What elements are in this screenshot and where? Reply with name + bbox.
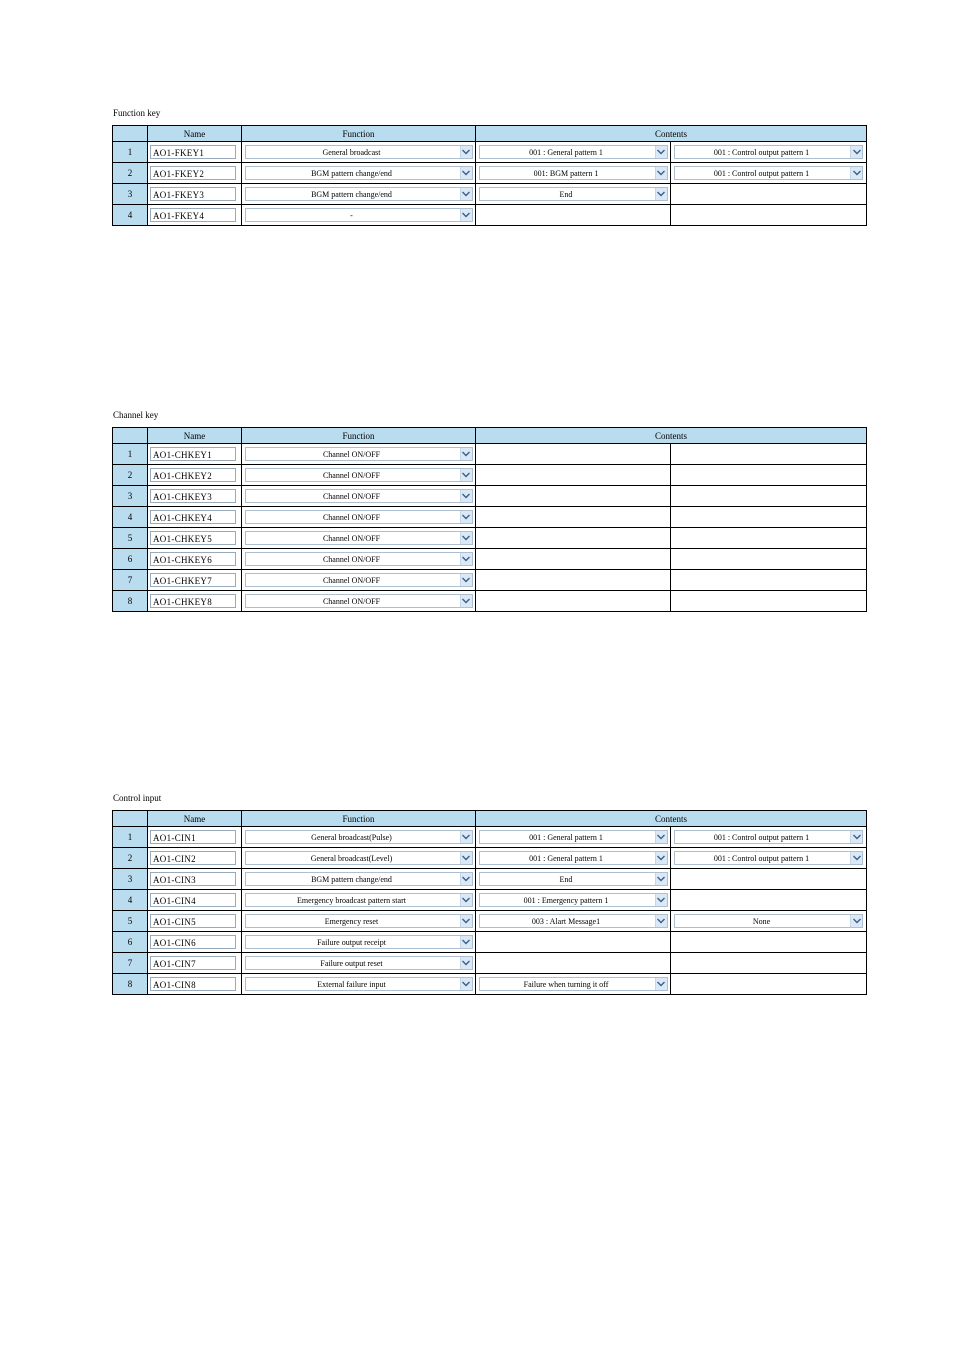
contents-select-1[interactable] bbox=[479, 977, 668, 991]
contents-select-2-value: 001 : Control output pattern 1 bbox=[713, 833, 810, 842]
function-select-value: Emergency reset bbox=[324, 917, 379, 926]
chevron-down-icon[interactable] bbox=[655, 188, 667, 200]
function-cell bbox=[242, 591, 476, 612]
contents-select-1-value: Failure when turning it off bbox=[523, 980, 609, 989]
contents-cell-1 bbox=[476, 827, 671, 848]
chevron-down-icon[interactable] bbox=[655, 894, 667, 906]
function-select-value: Failure output reset bbox=[320, 959, 383, 968]
chevron-down-icon[interactable] bbox=[850, 167, 862, 179]
contents-select-1-value: 001 : General pattern 1 bbox=[529, 833, 603, 842]
table-row bbox=[113, 549, 867, 570]
contents-select-2-value: 001 : Control output pattern 1 bbox=[713, 148, 810, 157]
contents-select-1[interactable] bbox=[479, 851, 668, 865]
chevron-down-icon[interactable] bbox=[850, 146, 862, 158]
name-field[interactable]: AO1-FKEY1 bbox=[150, 145, 236, 159]
name-cell bbox=[148, 507, 242, 528]
function-select[interactable] bbox=[245, 872, 473, 886]
name-cell bbox=[148, 869, 242, 890]
contents-select-1-value: 001: BGM pattern 1 bbox=[533, 169, 599, 178]
function-cell bbox=[242, 932, 476, 953]
contents-select-2[interactable] bbox=[674, 145, 863, 159]
function-select-value: External failure input bbox=[317, 980, 386, 989]
name-cell bbox=[148, 848, 242, 869]
header-num bbox=[113, 126, 148, 142]
function-cell bbox=[242, 142, 476, 163]
contents-cell-2 bbox=[671, 869, 867, 890]
function-select-value: Channel ON/OFF bbox=[322, 576, 381, 585]
chevron-down-icon[interactable] bbox=[460, 873, 472, 885]
function-select[interactable] bbox=[245, 510, 473, 524]
name-field[interactable]: AO1-CIN6 bbox=[150, 935, 236, 949]
contents-select-1[interactable] bbox=[479, 914, 668, 928]
chevron-down-icon[interactable] bbox=[850, 831, 862, 843]
header-name: Name bbox=[148, 428, 242, 444]
function-select[interactable] bbox=[245, 468, 473, 482]
function-cell bbox=[242, 549, 476, 570]
function-cell bbox=[242, 205, 476, 226]
chevron-down-icon[interactable] bbox=[460, 915, 472, 927]
contents-cell-1 bbox=[476, 528, 671, 549]
function-select-value: General broadcast(Level) bbox=[310, 854, 393, 863]
name-cell bbox=[148, 974, 242, 995]
function-select[interactable] bbox=[245, 594, 473, 608]
table-row bbox=[113, 570, 867, 591]
contents-cell-2 bbox=[671, 465, 867, 486]
contents-cell-2 bbox=[671, 184, 867, 205]
function-select[interactable] bbox=[245, 573, 473, 587]
function-select-value: Channel ON/OFF bbox=[322, 555, 381, 564]
contents-cell-1 bbox=[476, 848, 671, 869]
function-cell bbox=[242, 184, 476, 205]
table-row bbox=[113, 911, 867, 932]
contents-select-1-value: End bbox=[559, 875, 573, 884]
contents-cell-1 bbox=[476, 444, 671, 465]
chevron-down-icon[interactable] bbox=[460, 209, 472, 221]
contents-cell-1 bbox=[476, 486, 671, 507]
contents-cell-1 bbox=[476, 549, 671, 570]
function-select[interactable] bbox=[245, 208, 473, 222]
chevron-down-icon[interactable] bbox=[460, 852, 472, 864]
header-function: Function bbox=[242, 811, 476, 827]
table-row bbox=[113, 184, 867, 205]
function-select[interactable] bbox=[245, 851, 473, 865]
contents-cell-1 bbox=[476, 205, 671, 226]
name-field[interactable]: AO1-CIN7 bbox=[150, 956, 236, 970]
name-field[interactable]: AO1-CHKEY8 bbox=[150, 594, 236, 608]
table-row bbox=[113, 591, 867, 612]
header-function: Function bbox=[242, 428, 476, 444]
chevron-down-icon[interactable] bbox=[460, 957, 472, 969]
function-select[interactable] bbox=[245, 552, 473, 566]
contents-select-1[interactable] bbox=[479, 872, 668, 886]
chevron-down-icon[interactable] bbox=[460, 469, 472, 481]
name-field[interactable]: AO1-FKEY2 bbox=[150, 166, 236, 180]
chevron-down-icon[interactable] bbox=[460, 936, 472, 948]
contents-cell-2 bbox=[671, 444, 867, 465]
chevron-down-icon[interactable] bbox=[655, 167, 667, 179]
name-field[interactable]: AO1-FKEY4 bbox=[150, 208, 236, 222]
contents-cell-2 bbox=[671, 932, 867, 953]
contents-select-2-value: 001 : Control output pattern 1 bbox=[713, 854, 810, 863]
contents-select-1-value: 001 : General pattern 1 bbox=[529, 148, 603, 157]
chevron-down-icon[interactable] bbox=[460, 490, 472, 502]
chevron-down-icon[interactable] bbox=[655, 146, 667, 158]
row-number: 6 bbox=[113, 932, 148, 953]
function-select-value: BGM pattern change/end bbox=[311, 169, 392, 178]
header-function: Function bbox=[242, 126, 476, 142]
table-row bbox=[113, 486, 867, 507]
function-select-value: General broadcast bbox=[322, 148, 381, 157]
function-cell bbox=[242, 465, 476, 486]
function-select[interactable] bbox=[245, 893, 473, 907]
chevron-down-icon[interactable] bbox=[460, 188, 472, 200]
function-select-value: Emergency broadcast pattern start bbox=[297, 896, 406, 905]
control-input-title: Control input bbox=[113, 793, 162, 803]
table-row bbox=[113, 205, 867, 226]
name-field[interactable]: AO1-CIN5 bbox=[150, 914, 236, 928]
function-cell bbox=[242, 953, 476, 974]
chevron-down-icon[interactable] bbox=[655, 978, 667, 990]
contents-cell-1 bbox=[476, 184, 671, 205]
function-select[interactable] bbox=[245, 489, 473, 503]
contents-cell-2 bbox=[671, 827, 867, 848]
chevron-down-icon[interactable] bbox=[460, 595, 472, 607]
name-cell bbox=[148, 444, 242, 465]
name-cell bbox=[148, 591, 242, 612]
function-select-value: BGM pattern change/end bbox=[311, 190, 392, 199]
row-number: 3 bbox=[113, 869, 148, 890]
contents-cell-1 bbox=[476, 911, 671, 932]
function-select-value: Channel ON/OFF bbox=[322, 597, 381, 606]
chevron-down-icon[interactable] bbox=[460, 167, 472, 179]
contents-cell-1 bbox=[476, 465, 671, 486]
control-input-table bbox=[112, 810, 867, 995]
name-cell bbox=[148, 142, 242, 163]
contents-cell-2 bbox=[671, 890, 867, 911]
contents-select-1[interactable] bbox=[479, 830, 668, 844]
row-number: 7 bbox=[113, 570, 148, 591]
function-cell bbox=[242, 890, 476, 911]
row-number: 7 bbox=[113, 953, 148, 974]
header-name: Name bbox=[148, 811, 242, 827]
row-number: 2 bbox=[113, 848, 148, 869]
function-key-title: Function key bbox=[113, 108, 161, 118]
header-contents: Contents bbox=[476, 428, 867, 444]
name-field[interactable]: AO1-FKEY3 bbox=[150, 187, 236, 201]
row-number: 1 bbox=[113, 142, 148, 163]
table-row bbox=[113, 163, 867, 184]
name-field[interactable]: AO1-CHKEY4 bbox=[150, 510, 236, 524]
contents-select-1[interactable] bbox=[479, 893, 668, 907]
name-field[interactable]: AO1-CIN8 bbox=[150, 977, 236, 991]
name-cell bbox=[148, 528, 242, 549]
header-num bbox=[113, 811, 148, 827]
chevron-down-icon[interactable] bbox=[850, 852, 862, 864]
chevron-down-icon[interactable] bbox=[460, 532, 472, 544]
function-cell bbox=[242, 827, 476, 848]
name-field[interactable]: AO1-CIN1 bbox=[150, 830, 236, 844]
contents-select-1[interactable] bbox=[479, 145, 668, 159]
contents-cell-2 bbox=[671, 591, 867, 612]
function-cell bbox=[242, 570, 476, 591]
contents-cell-2 bbox=[671, 142, 867, 163]
function-select[interactable] bbox=[245, 914, 473, 928]
chevron-down-icon[interactable] bbox=[460, 511, 472, 523]
contents-cell-2 bbox=[671, 848, 867, 869]
contents-select-2[interactable] bbox=[674, 851, 863, 865]
contents-cell-2 bbox=[671, 911, 867, 932]
contents-cell-1 bbox=[476, 869, 671, 890]
chevron-down-icon[interactable] bbox=[655, 831, 667, 843]
name-cell bbox=[148, 486, 242, 507]
contents-cell-2 bbox=[671, 549, 867, 570]
table-row bbox=[113, 932, 867, 953]
function-select-value: Channel ON/OFF bbox=[322, 450, 381, 459]
row-number: 3 bbox=[113, 486, 148, 507]
function-select-value: Channel ON/OFF bbox=[322, 471, 381, 480]
contents-select-1[interactable] bbox=[479, 187, 668, 201]
chevron-down-icon[interactable] bbox=[460, 831, 472, 843]
function-select[interactable] bbox=[245, 166, 473, 180]
contents-cell-2 bbox=[671, 528, 867, 549]
function-cell bbox=[242, 974, 476, 995]
chevron-down-icon[interactable] bbox=[460, 553, 472, 565]
name-field[interactable]: AO1-CHKEY2 bbox=[150, 468, 236, 482]
function-select-value: Channel ON/OFF bbox=[322, 513, 381, 522]
name-cell bbox=[148, 570, 242, 591]
contents-cell-2 bbox=[671, 163, 867, 184]
function-select-value: Channel ON/OFF bbox=[322, 492, 381, 501]
contents-select-2-value: 001 : Control output pattern 1 bbox=[713, 169, 810, 178]
contents-cell-1 bbox=[476, 953, 671, 974]
contents-select-1-value: 001 : Emergency pattern 1 bbox=[523, 896, 609, 905]
chevron-down-icon[interactable] bbox=[460, 448, 472, 460]
header-contents: Contents bbox=[476, 811, 867, 827]
function-cell bbox=[242, 911, 476, 932]
name-field[interactable]: AO1-CHKEY1 bbox=[150, 447, 236, 461]
function-cell bbox=[242, 444, 476, 465]
function-select-value: BGM pattern change/end bbox=[311, 875, 392, 884]
table-row bbox=[113, 507, 867, 528]
name-cell bbox=[148, 932, 242, 953]
function-cell bbox=[242, 528, 476, 549]
contents-select-1-value: 001 : General pattern 1 bbox=[529, 854, 603, 863]
contents-cell-1 bbox=[476, 974, 671, 995]
contents-cell-2 bbox=[671, 953, 867, 974]
contents-cell-1 bbox=[476, 890, 671, 911]
contents-cell-1 bbox=[476, 591, 671, 612]
contents-select-1[interactable] bbox=[479, 166, 668, 180]
contents-cell-1 bbox=[476, 142, 671, 163]
function-select-value: Channel ON/OFF bbox=[322, 534, 381, 543]
chevron-down-icon[interactable] bbox=[655, 852, 667, 864]
row-number: 1 bbox=[113, 827, 148, 848]
name-field[interactable]: AO1-CIN4 bbox=[150, 893, 236, 907]
name-field[interactable]: AO1-CIN3 bbox=[150, 872, 236, 886]
chevron-down-icon[interactable] bbox=[850, 915, 862, 927]
chevron-down-icon[interactable] bbox=[655, 873, 667, 885]
chevron-down-icon[interactable] bbox=[655, 915, 667, 927]
contents-cell-1 bbox=[476, 163, 671, 184]
name-cell bbox=[148, 890, 242, 911]
name-field[interactable]: AO1-CHKEY6 bbox=[150, 552, 236, 566]
row-number: 2 bbox=[113, 163, 148, 184]
row-number: 3 bbox=[113, 184, 148, 205]
function-select[interactable] bbox=[245, 187, 473, 201]
name-cell bbox=[148, 911, 242, 932]
chevron-down-icon[interactable] bbox=[460, 574, 472, 586]
contents-cell-2 bbox=[671, 974, 867, 995]
header-name: Name bbox=[148, 126, 242, 142]
table-row bbox=[113, 974, 867, 995]
function-select[interactable] bbox=[245, 447, 473, 461]
contents-cell-2 bbox=[671, 570, 867, 591]
function-select-value: Failure output receipt bbox=[317, 938, 386, 947]
table-row bbox=[113, 528, 867, 549]
table-row bbox=[113, 953, 867, 974]
row-number: 8 bbox=[113, 591, 148, 612]
function-select[interactable] bbox=[245, 956, 473, 970]
chevron-down-icon[interactable] bbox=[460, 894, 472, 906]
contents-select-2[interactable] bbox=[674, 166, 863, 180]
name-cell bbox=[148, 827, 242, 848]
function-key-table bbox=[112, 125, 867, 226]
contents-select-1-value: End bbox=[559, 190, 573, 199]
name-cell bbox=[148, 465, 242, 486]
contents-cell-1 bbox=[476, 932, 671, 953]
row-number: 5 bbox=[113, 911, 148, 932]
contents-select-1-value: 003 : Alart Message1 bbox=[531, 917, 601, 926]
table-row bbox=[113, 444, 867, 465]
name-cell bbox=[148, 953, 242, 974]
header-contents: Contents bbox=[476, 126, 867, 142]
chevron-down-icon[interactable] bbox=[460, 146, 472, 158]
function-select[interactable] bbox=[245, 145, 473, 159]
table-row bbox=[113, 465, 867, 486]
contents-cell-1 bbox=[476, 507, 671, 528]
table-row bbox=[113, 142, 867, 163]
row-number: 8 bbox=[113, 974, 148, 995]
row-number: 2 bbox=[113, 465, 148, 486]
function-select[interactable] bbox=[245, 935, 473, 949]
contents-cell-1 bbox=[476, 570, 671, 591]
function-select-value: - bbox=[350, 211, 353, 220]
function-select[interactable] bbox=[245, 977, 473, 991]
contents-cell-2 bbox=[671, 486, 867, 507]
function-cell bbox=[242, 848, 476, 869]
name-field[interactable]: AO1-CHKEY3 bbox=[150, 489, 236, 503]
row-number: 6 bbox=[113, 549, 148, 570]
name-cell bbox=[148, 163, 242, 184]
row-number: 4 bbox=[113, 205, 148, 226]
table-row bbox=[113, 827, 867, 848]
row-number: 5 bbox=[113, 528, 148, 549]
channel-key-table bbox=[112, 427, 867, 612]
function-cell bbox=[242, 163, 476, 184]
table-row bbox=[113, 848, 867, 869]
function-select[interactable] bbox=[245, 830, 473, 844]
function-select-value: General broadcast(Pulse) bbox=[311, 833, 392, 842]
channel-key-title: Channel key bbox=[113, 410, 159, 420]
contents-cell-2 bbox=[671, 205, 867, 226]
contents-select-2-value: None bbox=[752, 917, 771, 926]
contents-select-2[interactable] bbox=[674, 914, 863, 928]
name-field[interactable]: AO1-CHKEY5 bbox=[150, 531, 236, 545]
contents-cell-2 bbox=[671, 507, 867, 528]
name-field[interactable]: AO1-CIN2 bbox=[150, 851, 236, 865]
chevron-down-icon[interactable] bbox=[460, 978, 472, 990]
function-cell bbox=[242, 869, 476, 890]
function-select[interactable] bbox=[245, 531, 473, 545]
name-cell bbox=[148, 205, 242, 226]
header-num bbox=[113, 428, 148, 444]
function-cell bbox=[242, 486, 476, 507]
name-field[interactable]: AO1-CHKEY7 bbox=[150, 573, 236, 587]
function-cell bbox=[242, 507, 476, 528]
row-number: 4 bbox=[113, 507, 148, 528]
row-number: 4 bbox=[113, 890, 148, 911]
contents-select-2[interactable] bbox=[674, 830, 863, 844]
table-row bbox=[113, 890, 867, 911]
table-row bbox=[113, 869, 867, 890]
row-number: 1 bbox=[113, 444, 148, 465]
name-cell bbox=[148, 549, 242, 570]
name-cell bbox=[148, 184, 242, 205]
